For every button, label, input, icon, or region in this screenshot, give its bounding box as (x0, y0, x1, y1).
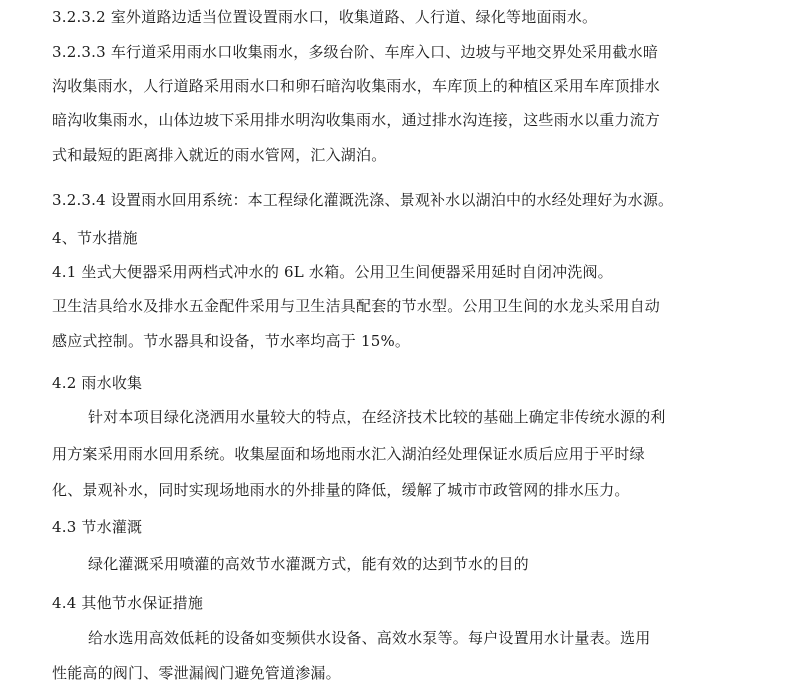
paragraph-3-2-3-3-line-1: 3.2.3.3 车行道采用雨水口收集雨水，多级台阶、车库入口、边坡与平地交界处采用截水暗 (52, 43, 659, 61)
paragraph-4-4-line-2: 性能高的阀门、零泄漏阀门避免管道渗漏。 (52, 664, 341, 682)
section-heading-4-2: 4.2 雨水收集 (52, 374, 143, 392)
paragraph-4-2-line-1: 针对本项目绿化浇洒用水量较大的特点，在经济技术比较的基础上确定非传统水源的利 (88, 408, 666, 426)
paragraph-3-2-3-3-line-3: 暗沟收集雨水，山体边坡下采用排水明沟收集雨水，通过排水沟连接，这些雨水以重力流方 (52, 111, 661, 129)
paragraph-4-2-line-2: 用方案采用雨水回用系统。收集屋面和场地雨水汇入湖泊经处理保证水质后应用于平时绿 (52, 445, 645, 463)
paragraph-4-1-line-3: 感应式控制。节水器具和设备，节水率均高于 15%。 (52, 332, 411, 350)
paragraph-3-2-3-3-line-2: 沟收集雨水，人行道路采用雨水口和卵石暗沟收集雨水，车库顶上的种植区采用车库顶排水 (52, 77, 661, 95)
paragraph-4-3: 绿化灌溉采用喷灌的高效节水灌溉方式，能有效的达到节水的目的 (88, 555, 529, 573)
section-heading-4-4: 4.4 其他节水保证措施 (52, 594, 204, 612)
paragraph-3-2-3-3-line-4: 式和最短的距离排入就近的雨水管网，汇入湖泊。 (52, 146, 387, 164)
paragraph-4-2-line-3: 化、景观补水，同时实现场地雨水的外排量的降低，缓解了城市市政管网的排水压力。 (52, 481, 630, 499)
section-heading-4: 4、节水措施 (52, 229, 138, 247)
paragraph-3-2-3-2: 3.2.3.2 室外道路边适当位置设置雨水口，收集道路、人行道、绿化等地面雨水。 (52, 8, 598, 26)
paragraph-4-1-line-1: 4.1 坐式大便器采用两档式冲水的 6L 水箱。公用卫生间便器采用延时自闭冲洗阀。 (52, 263, 613, 281)
paragraph-4-1-line-2: 卫生洁具给水及排水五金配件采用与卫生洁具配套的节水型。公用卫生间的水龙头采用自动 (52, 297, 661, 315)
paragraph-3-2-3-4: 3.2.3.4 设置雨水回用系统：本工程绿化灌溉洗涤、景观补水以湖泊中的水经处理好为水源。 (52, 191, 674, 209)
paragraph-4-4-line-1: 给水选用高效低耗的设备如变频供水设备、高效水泵等。每户设置用水计量表。选用 (88, 629, 651, 647)
section-heading-4-3: 4.3 节水灌溉 (52, 518, 143, 536)
